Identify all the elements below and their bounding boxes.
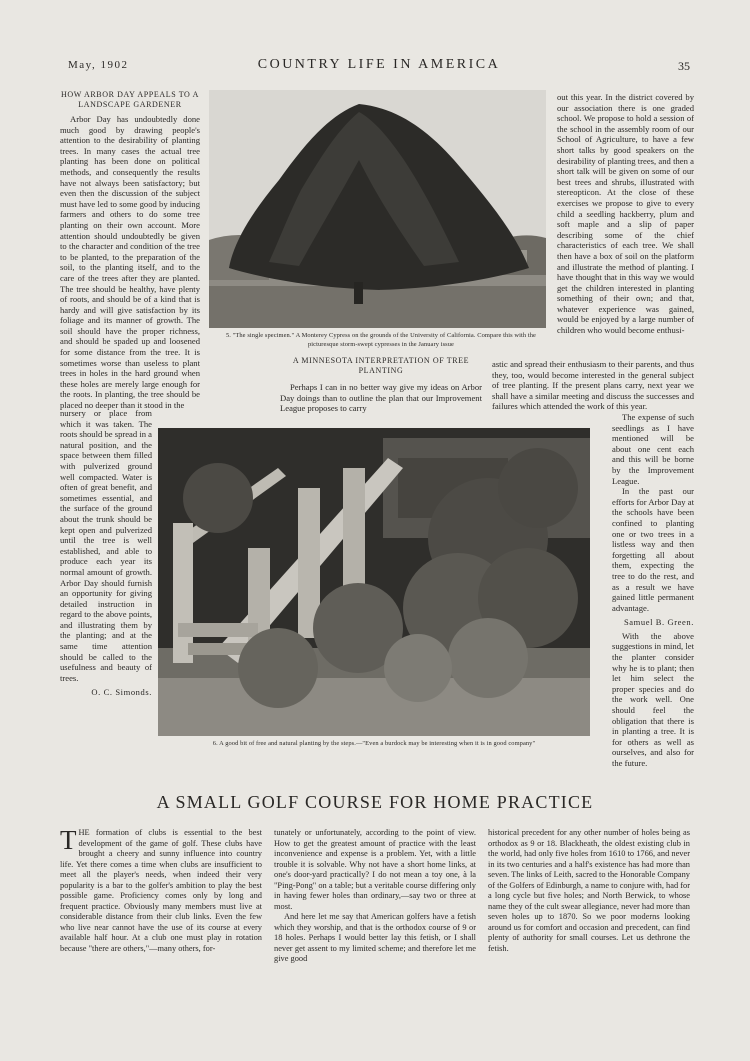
golf-article-title: A SMALL GOLF COURSE FOR HOME PRACTICE — [156, 792, 594, 812]
issue-date: May, 1902 — [68, 59, 129, 71]
figure-6-caption: 6. A good bit of free and natural planting by the steps.—"Even a burdock may be interesting when it is in good company" — [212, 740, 536, 747]
minnesota-article-heading: A MINNESOTA INTERPRETATION OF TREE PLANTING — [292, 356, 470, 375]
page-number: 35 — [678, 59, 690, 73]
golf-article-column-3 — [488, 828, 690, 954]
minnesota-article-span — [492, 359, 694, 412]
minnesota-article-right-column — [557, 92, 694, 336]
minnesota-article-intro: Perhaps I can in no better way give my ideas on Arbor Day doings than to outline the plan that our Improvement League proposes to carry — [280, 382, 482, 414]
minnesota-article-narrow-1: The expense of such seedlings as I have mentioned will be about one cent each and this will be borne by the Improvement League. — [612, 412, 694, 486]
golf-article-col2-para2: And here let me say that American golfers have a fetish which they worship, and that is the orthodox course of 9 or 18 holes. Perhaps I would better lay this fetish, or I shall never get assent to my limited scheme; and therefore let me give good — [274, 912, 476, 963]
golf-article-col1-text: HE formation of clubs is essential to the best development of the game of golf. These clubs have brought a cheery and sunny influence into country life. Yet there comes a time when clubs are insufficient to meet all the player's needs, when indeed their very popularity is a bar to the golfer's ambition to play the best possible game. Proficiency comes only by long and frequent practice. Obviously many members must live at considerable distance from their club links. Even the few who live near cannot have the use of its course at every available half hour. At a club one must play in rotation because "there are others,"—many others, for- — [60, 828, 262, 953]
arbor-article-body-block — [60, 114, 200, 411]
minnesota-article-narrow-column — [612, 412, 694, 769]
arbor-article-top — [60, 90, 200, 116]
arbor-article-body-cont: nursery or place from which it was taken. The roots should be spread in a natural position, and the space between them filled with pulverized ground well compacted. Water is often of great benefit, and sometimes essential, and the surface of the ground about the trunk should be kept open and pulverized until the tree is well established, and able to produce each year its normal amount of growth. Arbor Day should furnish an opportunity for giving detailed instruction in regard to the above points, and illustrating them by the planting; and at the same time attention should be called to the usefulness and beauty of trees. — [60, 408, 152, 683]
minnesota-article-closing: With the above suggestions in mind, let the planter consider why he is to plant; then let him select the proper species and do the work well. One should feel the obligation that there is in planting a tree. It is for others as well as ourselves, and also for the future. — [612, 630, 694, 768]
minnesota-article-top — [280, 356, 482, 414]
figure-6-steps-photo — [158, 428, 590, 736]
steps-planting-illustration — [158, 428, 590, 736]
minnesota-article-right-top: out this year. In the district covered by our association there is one graded school. We propose to hold a session of the school in the assembly room of our School of Agriculture, to have a few short talks by good speakers on the desirability of planting trees, and then a short talk will be given on some of our best trees and shrubs, illustrated with stereopticon. At the close of these exercises we propose to give to every child a seedling hackberry, plum and soft maple and a slip of paper describing some of the chief characteristics of each tree. We shall then have a box of soil on the platform and illustrate the method of planting. I have thought that in this way we would get the children interested in planting something of their own; and that, whatever experience was gained, would be enjoyed by a large number of children who would become enthusi- — [557, 92, 694, 336]
golf-article-column-1 — [60, 825, 262, 954]
running-head — [68, 57, 690, 75]
figure-5-cypress-photo — [209, 90, 546, 328]
minnesota-article-signature: Samuel B. Green. — [623, 617, 694, 628]
magazine-title: COUNTRY LIFE IN AMERICA — [257, 57, 501, 72]
golf-article-column-2 — [274, 828, 476, 965]
cypress-tree-illustration — [209, 90, 546, 328]
arbor-article-heading: HOW ARBOR DAY APPEALS TO A LANDSCAPE GARDENER — [61, 90, 199, 109]
arbor-article-continued — [60, 408, 152, 698]
minnesota-article-span-text: astic and spread their enthusiasm to their parents, and thus they, too, would become interested in the general subject of tree planting. If the present plans carry, next year we shall have a similar meeting and discuss the successes and failures which attended the work of this year. — [492, 359, 694, 412]
golf-article-dropcap: T — [60, 825, 77, 855]
arbor-article-signature: O. C. Simonds. — [91, 687, 152, 698]
golf-article-col2-para1: tunately or unfortunately, according to the point of view. How to get the greatest amount of practice with the least inconvenience and expense is a problem. Yet, with a little trouble it is solvable. Why not have a short home links, at one's door-yard practically? I do not mean a toy one, à la "Ping-Pong" on a table; but a veritable course differing only in having fewer holes than ordinary,—say two or three at most. — [274, 828, 476, 911]
figure-5-caption: 5. "The single specimen." A Monterey Cypress on the grounds of the University of California. Compare this with the picturesque storm-swept cypresses in the January issue — [225, 332, 536, 348]
minnesota-article-narrow-2: In the past our efforts for Arbor Day at the schools have been confined to planting one or two trees in a listless way and then forgetting all about them, expecting the tree to do the rest, and as a result we have gained little permanent advantage. — [612, 486, 694, 613]
arbor-article-body: Arbor Day has undoubtedly done much good by drawing people's attention to the desirability of planting trees. In many cases the actual tree planting has been done on political methods, and consequently the results have not always been satisfactory; but even then the discussion of the subject must have led to some good by inducing farmers and others to do some tree planting on their own account. More attention should undoubtedly be given to the character and condition of the tree to be planted, to the preparation of the soil, to the planting itself, and to the care of the trees after they are planted. The tree should be healthy, have plenty of roots, and should be of a kind that is hardy and will give satisfaction by its foliage and its manner of growth. The soil should have the proper richness, and should be spaded up and loosened for some distance from the tree. It is sometimes worse than useless to plant trees in holes in the hard ground when these holes are merely large enough for the roots. In planting, the tree should be placed no deeper than it stood in the — [60, 114, 200, 411]
golf-article-col3-text: historical precedent for any other number of holes being as orthodox as 9 or 18. Blackheath, the oldest existing club in the world, had only five holes from 1610 to 1766, and never in its two centuries and a half's existence has had more than seven. The links of Leith, sacred to the Honorable Company of the Golfers of Edinburgh, a name to conjure with, had for a long cycle but five holes; and North Berwick, to whose name they of the cult swear allegiance, never had more than seven holes up to 1870. So we poor moderns looking around us for comfort and occasion and precedent, can find plenty of authority for small courses. Let us dethrone the fetish. — [488, 828, 690, 953]
